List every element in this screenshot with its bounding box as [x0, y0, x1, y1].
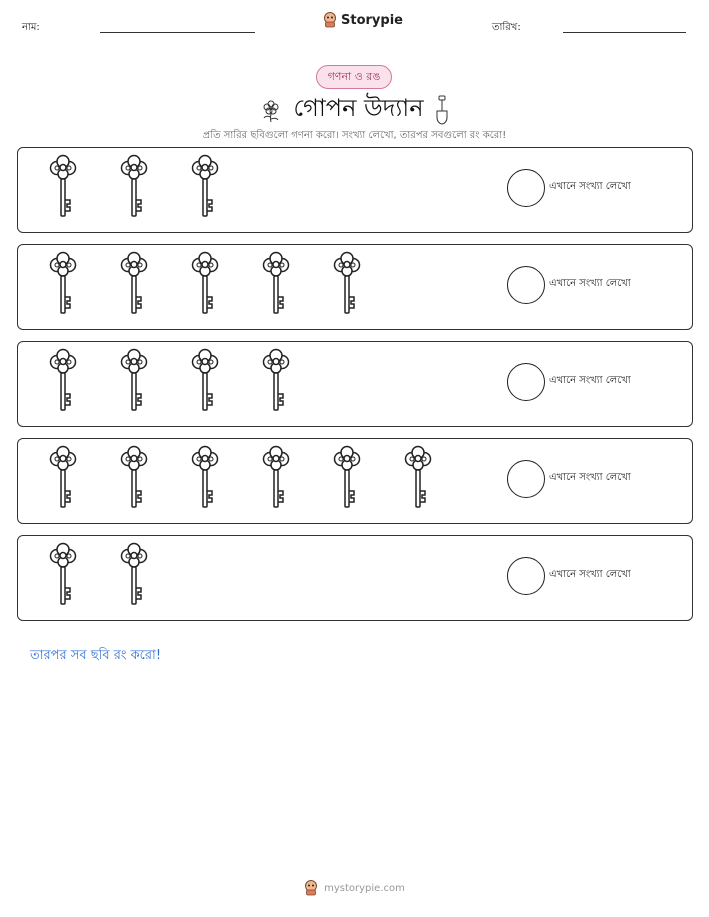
answer-label: এখানে সংখ্যা লেখো	[549, 569, 631, 580]
key-item	[29, 251, 96, 317]
key-icon	[46, 542, 80, 606]
answer-label: এখানে সংখ্যা লেখো	[549, 375, 631, 386]
category-badge: গণনা ও রঙ	[316, 65, 392, 89]
key-item	[100, 348, 167, 414]
key-item	[29, 542, 96, 608]
key-icon	[188, 348, 222, 412]
key-icon	[401, 445, 435, 509]
key-item	[100, 445, 167, 511]
key-item	[313, 445, 380, 511]
brand	[323, 12, 403, 28]
key-item	[29, 445, 96, 511]
instruction-text: প্রতি সারির ছবিগুলো গণনা করো। সংখ্যা লেখো, তারপর সবগুলো রং করো!	[202, 130, 507, 141]
key-item	[171, 348, 238, 414]
key-icon	[46, 445, 80, 509]
key-group	[29, 542, 167, 608]
key-icon	[188, 445, 222, 509]
answer-label: এখানে সংখ্যা লেখো	[549, 181, 631, 192]
answer-circle[interactable]	[507, 460, 545, 498]
key-icon	[46, 154, 80, 218]
key-icon	[259, 445, 293, 509]
key-icon	[117, 348, 151, 412]
answer-label: এখানে সংখ্যা লেখো	[549, 472, 631, 483]
counting-row-4	[17, 438, 693, 524]
name-field[interactable]	[100, 32, 255, 33]
site-footer	[0, 880, 709, 896]
key-item	[171, 445, 238, 511]
answer-circle[interactable]	[507, 363, 545, 401]
key-icon	[330, 251, 364, 315]
page-title: গোপন উদ্যান	[293, 94, 424, 122]
storypie-logo-icon	[323, 12, 337, 28]
key-icon	[117, 251, 151, 315]
counting-row-1	[17, 147, 693, 233]
key-item	[100, 542, 167, 608]
key-icon	[117, 445, 151, 509]
answer-label: এখানে সংখ্যা লেখো	[549, 278, 631, 289]
key-item	[242, 445, 309, 511]
date-label: তারিখ:	[492, 22, 521, 33]
key-icon	[117, 154, 151, 218]
key-icon	[259, 348, 293, 412]
key-icon	[46, 251, 80, 315]
counting-rows	[17, 147, 693, 632]
key-icon	[259, 251, 293, 315]
key-group	[29, 445, 451, 511]
counting-row-3	[17, 341, 693, 427]
key-group	[29, 348, 309, 414]
key-group	[29, 251, 380, 317]
key-item	[242, 251, 309, 317]
key-item	[100, 251, 167, 317]
key-item	[384, 445, 451, 511]
key-group	[29, 154, 238, 220]
brand-name: Storypie	[341, 12, 403, 28]
answer-circle[interactable]	[507, 266, 545, 304]
date-field[interactable]	[563, 32, 686, 33]
key-item	[171, 154, 238, 220]
storypie-logo-icon	[304, 880, 318, 896]
site-url[interactable]: mystorypie.com	[324, 882, 405, 894]
key-icon	[188, 154, 222, 218]
counting-row-5	[17, 535, 693, 621]
answer-circle[interactable]	[507, 557, 545, 595]
color-instruction: তারপর সব ছবি রং করো!	[30, 648, 162, 663]
shovel-icon	[434, 95, 450, 125]
key-item	[313, 251, 380, 317]
key-icon	[188, 251, 222, 315]
key-item	[100, 154, 167, 220]
key-icon	[117, 542, 151, 606]
key-item	[171, 251, 238, 317]
key-icon	[330, 445, 364, 509]
key-item	[29, 154, 96, 220]
key-item	[242, 348, 309, 414]
key-icon	[46, 348, 80, 412]
key-item	[29, 348, 96, 414]
name-label: নাম:	[22, 22, 40, 33]
title-row	[0, 90, 709, 130]
flower-icon	[259, 96, 283, 124]
counting-row-2	[17, 244, 693, 330]
answer-circle[interactable]	[507, 169, 545, 207]
